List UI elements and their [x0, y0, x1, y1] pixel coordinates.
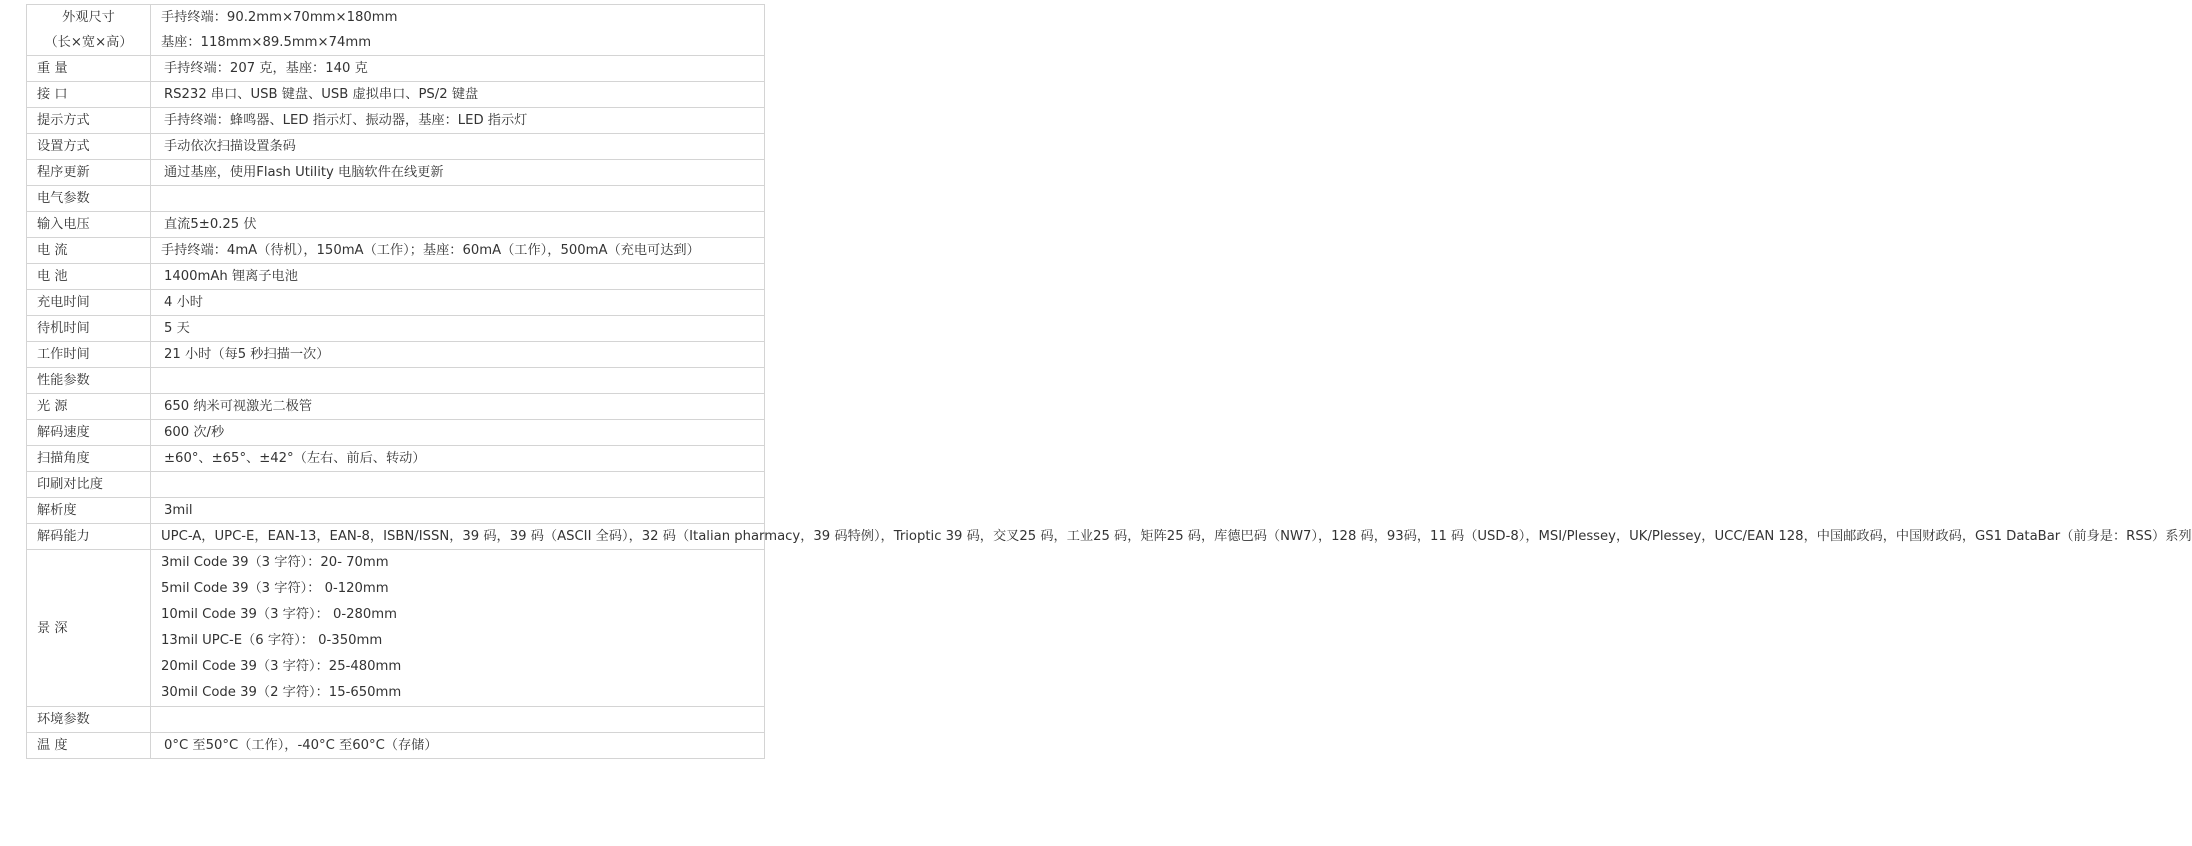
table-row: [27, 238, 765, 264]
table-row: [27, 212, 765, 238]
empty-cell: [151, 368, 765, 394]
row-value: 手动依次扫描设置条码: [151, 134, 765, 160]
table-row: [27, 264, 765, 290]
row-label: 解码能力: [27, 524, 151, 550]
depth-line: 20mil Code 39（3 字符）：25-480mm: [161, 659, 402, 674]
row-value: ±60°、±65°、±42°（左右、前后、转动）: [151, 446, 765, 472]
row-value: 650 纳米可视激光二极管: [151, 394, 765, 420]
empty-cell: [151, 186, 765, 212]
row-label: 电 流: [27, 238, 151, 264]
row-value: 3mil: [151, 498, 765, 524]
row-value: 5 天: [151, 316, 765, 342]
row-value: 21 小时（每5 秒扫描一次）: [151, 342, 765, 368]
row-label: 解析度: [27, 498, 151, 524]
row-label: 提示方式: [27, 108, 151, 134]
table-row: [27, 394, 765, 420]
row-value: UPC-A，UPC-E，EAN-13，EAN-8，ISBN/ISSN，39 码，39 码（ASCII 全码），32 码（Italian pharmacy，39 码特例），Trioptic 39 码，交叉25 码，工业25 码，矩阵25 码，库德巴码（NW7），128 码，93码，11 码（USD-8），MSI/Plessey，UK/Plessey，UCC/EAN 128，中国邮政码，中国财政码，GS1 DataBar（前身是：RSS）系列: [151, 524, 765, 550]
table-row: [27, 446, 765, 472]
row-value: 1400mAh 锂离子电池: [151, 264, 765, 290]
row-label: 程序更新: [27, 160, 151, 186]
value-cell: [151, 5, 765, 56]
spec-table: [26, 4, 2192, 759]
section-header-row: [27, 186, 765, 212]
table-row: [27, 733, 765, 759]
row-value: 直流5±0.25 伏: [151, 212, 765, 238]
table-row: [27, 56, 765, 82]
row-value: 手持终端：207 克，基座：140 克: [151, 56, 765, 82]
row-value: 手持终端：90.2mm×70mm×180mm: [161, 10, 398, 25]
depth-line: 3mil Code 39（3 字符）：20- 70mm: [161, 555, 389, 570]
depth-line: 30mil Code 39（2 字符）：15-650mm: [161, 685, 402, 700]
table-row: [27, 5, 765, 56]
row-label: （长×宽×高）: [44, 35, 133, 50]
row-label: 接 口: [27, 82, 151, 108]
row-value: 手持终端：4mA（待机），150mA（工作）；基座：60mA（工作），500mA（充电可达到）: [151, 238, 765, 264]
row-value: 0°C 至50°C（工作），-40°C 至60°C（存储）: [151, 733, 765, 759]
row-value: RS232 串口、USB 键盘、USB 虚拟串口、PS/2 键盘: [151, 82, 765, 108]
table-row: [27, 290, 765, 316]
row-value: 600 次/秒: [151, 420, 765, 446]
table-row: [27, 134, 765, 160]
row-value: 基座：118mm×89.5mm×74mm: [161, 35, 372, 50]
section-header: 环境参数: [27, 707, 151, 733]
table-row: [27, 524, 765, 550]
table-row: [27, 498, 765, 524]
empty-cell: [151, 472, 765, 498]
row-label: 外观尺寸: [62, 10, 115, 25]
table-row: [27, 316, 765, 342]
row-label: 设置方式: [27, 134, 151, 160]
row-label: 扫描角度: [27, 446, 151, 472]
row-label: 光 源: [27, 394, 151, 420]
row-label: 工作时间: [27, 342, 151, 368]
row-label: 输入电压: [27, 212, 151, 238]
row-label: 充电时间: [27, 290, 151, 316]
table-row: [27, 420, 765, 446]
section-header: 电气参数: [27, 186, 151, 212]
depth-line: 5mil Code 39（3 字符）： 0-120mm: [161, 581, 389, 596]
section-header-row: [27, 368, 765, 394]
row-label: 景 深: [27, 550, 151, 707]
row-label: 印刷对比度: [27, 472, 151, 498]
row-label: 电 池: [27, 264, 151, 290]
table-row: [27, 160, 765, 186]
value-cell: [151, 550, 765, 707]
row-value: 手持终端：蜂鸣器、LED 指示灯、振动器，基座：LED 指示灯: [151, 108, 765, 134]
row-value: 4 小时: [151, 290, 765, 316]
row-label: 待机时间: [27, 316, 151, 342]
empty-cell: [151, 707, 765, 733]
depth-line: 10mil Code 39（3 字符）： 0-280mm: [161, 607, 398, 622]
row-label: 温 度: [27, 733, 151, 759]
section-header-row: [27, 707, 765, 733]
table-row: [27, 342, 765, 368]
row-label: 重 量: [27, 56, 151, 82]
table-row: [27, 472, 765, 498]
depth-line: 13mil UPC-E（6 字符）： 0-350mm: [161, 633, 383, 648]
table-row: [27, 82, 765, 108]
section-header: 性能参数: [27, 368, 151, 394]
table-row: [27, 550, 765, 707]
row-label: 解码速度: [27, 420, 151, 446]
table-row: [27, 108, 765, 134]
label-cell: [27, 5, 151, 56]
row-value: 通过基座，使用Flash Utility 电脑软件在线更新: [151, 160, 765, 186]
